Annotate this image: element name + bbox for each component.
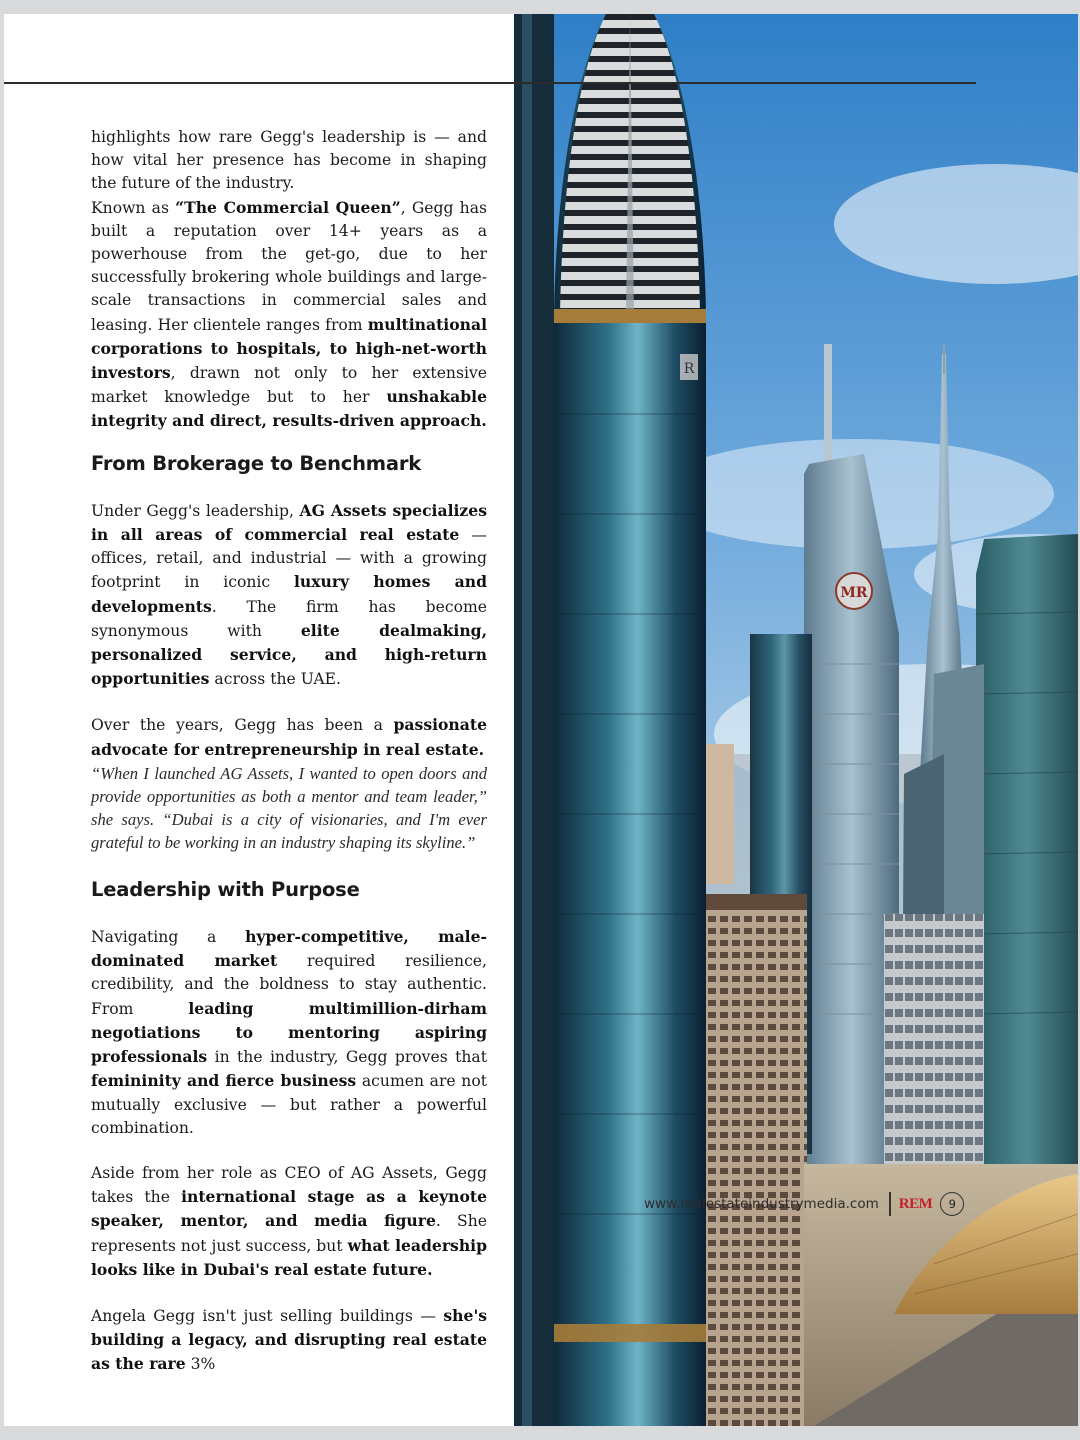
paragraph-1: highlights how rare Gegg's leadership is — and how vital her presence has become in shaping the future of the industry.	[91, 128, 487, 193]
footer-url[interactable]: www.realestateindustrymedia.com	[644, 1196, 879, 1212]
rem-logo: REM	[898, 1195, 933, 1212]
section-heading-brokerage: From Brokerage to Benchmark	[91, 451, 422, 475]
paragraph-7: Angela Gegg isn't just selling buildings — she's building a legacy, and disrupting real estate as the rare 3%	[91, 1305, 487, 1374]
tower-sign-text: MR	[840, 585, 868, 601]
page-number: 9	[940, 1192, 964, 1216]
pull-quote: “When I launched AG Assets, I wanted to open doors and provide opportunities as both a mentor and team leader,” she says. “Dubai is a city of visionaries, and I'm ever grateful to be working in an industry shaping its skyline.”	[91, 763, 487, 852]
paragraph-5: Navigating a hyper-competitive, male-dominated market required resilience, credibility, and the boldness to stay authentic. From leading multimillion-dirham negotiations to mentoring aspiring professionals in the industry, Gegg proves that femininity and fierce business acumen are not mutually exclusive — but rather a powerful combination.	[91, 927, 487, 1137]
paragraph-4: Over the years, Gegg has been a passionate advocate for entrepreneurship in real estate.	[91, 715, 487, 759]
paragraph-6: Aside from her role as CEO of AG Assets, Gegg takes the international stage as a keynote speaker, mentor, and media figure. She represents not just success, but what leadership looks like in Dubai's real estate future.	[91, 1163, 488, 1279]
page-footer	[644, 1190, 1004, 1218]
paragraph-2: Known as “The Commercial Queen”, Gegg has built a reputation over 14+ years as a powerhouse from the get-go, due to her successfully brokering whole buildings and large-scale transactions in commercial sales and leasing. Her clientele ranges from multinational corporations to hospitals, to high-net-worth investors, drawn not only to her extensive market knowledge but to her unshakable integrity and direct, results-driven approach.	[91, 197, 488, 431]
footer-divider	[889, 1192, 891, 1216]
top-rule	[4, 82, 976, 84]
tower-monogram: R	[683, 361, 695, 377]
article-column	[91, 126, 487, 1377]
magazine-page	[4, 14, 1078, 1426]
paragraph-3: Under Gegg's leadership, AG Assets specializes in all areas of commercial real estate — offices, retail, and industrial — with a growing footprint in iconic luxury homes and developments. The firm has become synonymous with elite dealmaking, personalized service, and high-return opportunities across the UAE.	[91, 500, 487, 689]
section-heading-leadership: Leadership with Purpose	[91, 877, 360, 901]
